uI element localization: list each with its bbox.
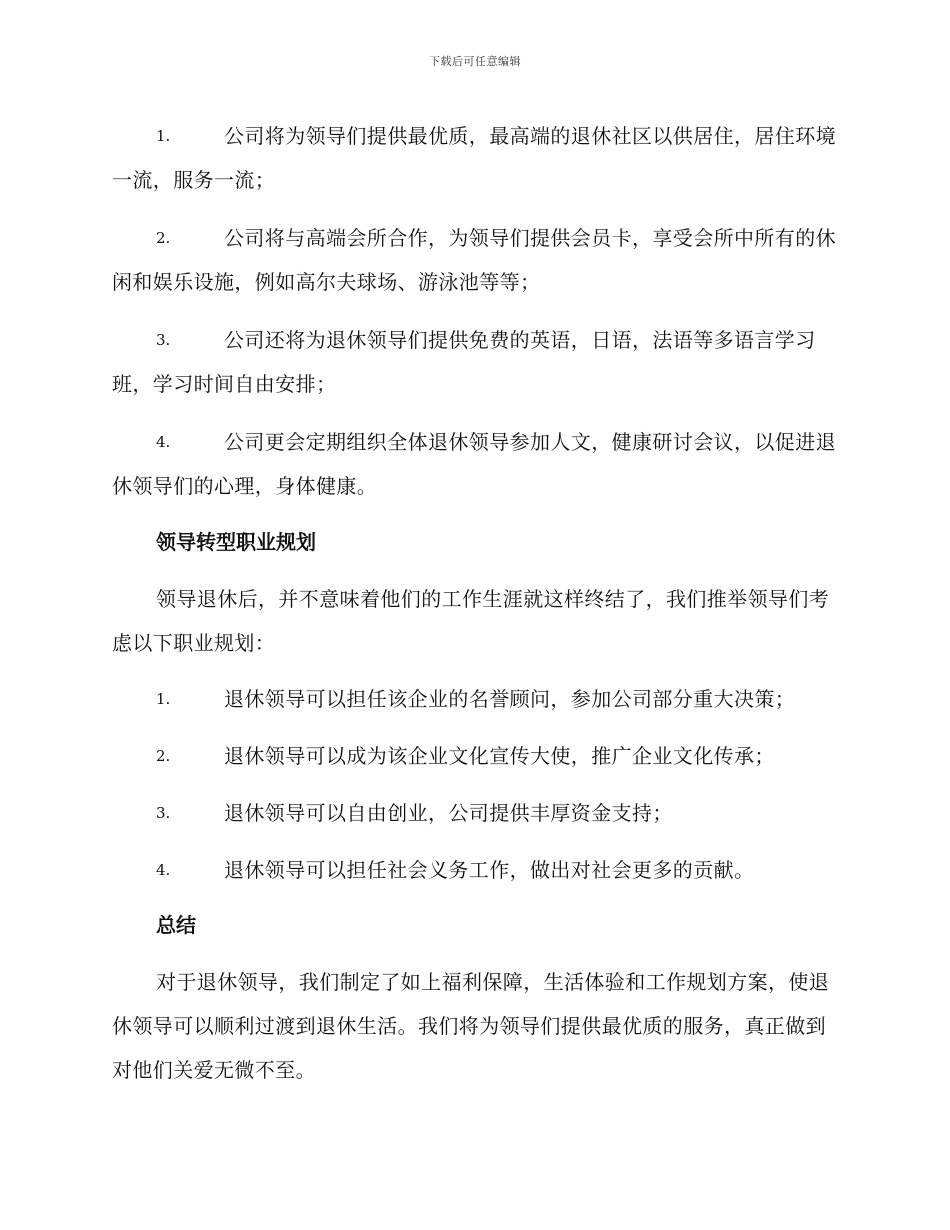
list-item-text: 公司还将为退休领导们提供免费的英语，日语，法语等多语言学习班，学习时间自由安排；	[112, 328, 816, 396]
section-intro-paragraph: 领导退休后，并不意味着他们的工作生涯就这样终结了，我们推举领导们考虑以下职业规划：	[112, 587, 830, 655]
list-item	[112, 677, 840, 721]
page-header: 下载后可任意编辑	[429, 55, 521, 68]
list-number: 4.	[156, 433, 171, 451]
list-item	[112, 848, 840, 892]
list-item	[112, 318, 840, 406]
document-body	[112, 114, 840, 1104]
list-item-text: 退休领导可以成为该企业文化宣传大使，推广企业文化传承；	[224, 744, 775, 768]
section-heading-summary: 总结	[156, 913, 196, 937]
section-heading-career: 领导转型职业规划	[156, 530, 316, 554]
list-number: 1.	[156, 690, 171, 708]
list-item-text: 公司将为领导们提供最优质，最高端的退休社区以供居住，居住环境一流，服务一流；	[112, 124, 836, 192]
list-number: 2.	[156, 229, 171, 247]
list-item	[112, 114, 840, 202]
list-item-text: 退休领导可以担任社会义务工作，做出对社会更多的贡献。	[224, 858, 755, 882]
list-item	[112, 791, 840, 835]
list-number: 1.	[156, 127, 171, 145]
list-item-text: 公司将与高端会所合作，为领导们提供会员卡，享受会所中所有的休闲和娱乐设施，例如高尔夫球场、游泳池等等；	[112, 226, 836, 294]
list-item	[112, 216, 840, 304]
list-number: 3.	[156, 804, 171, 822]
list-number: 2.	[156, 747, 171, 765]
list-number: 3.	[156, 331, 171, 349]
list-number: 4.	[156, 861, 171, 879]
list-item-text: 退休领导可以担任该企业的名誉顾问，参加公司部分重大决策；	[224, 687, 796, 711]
list-item-text: 退休领导可以自由创业，公司提供丰厚资金支持；	[224, 801, 673, 825]
list-item-text: 公司更会定期组织全体退休领导参加人文，健康研讨会议，以促进退休领导们的心理，身体健康。	[112, 430, 836, 498]
summary-paragraph: 对于退休领导，我们制定了如上福利保障，生活体验和工作规划方案，使退休领导可以顺利过渡到退休生活。我们将为领导们提供最优质的服务，真正做到对他们关爱无微不至。	[112, 970, 830, 1082]
list-item	[112, 420, 840, 508]
list-item	[112, 734, 840, 778]
